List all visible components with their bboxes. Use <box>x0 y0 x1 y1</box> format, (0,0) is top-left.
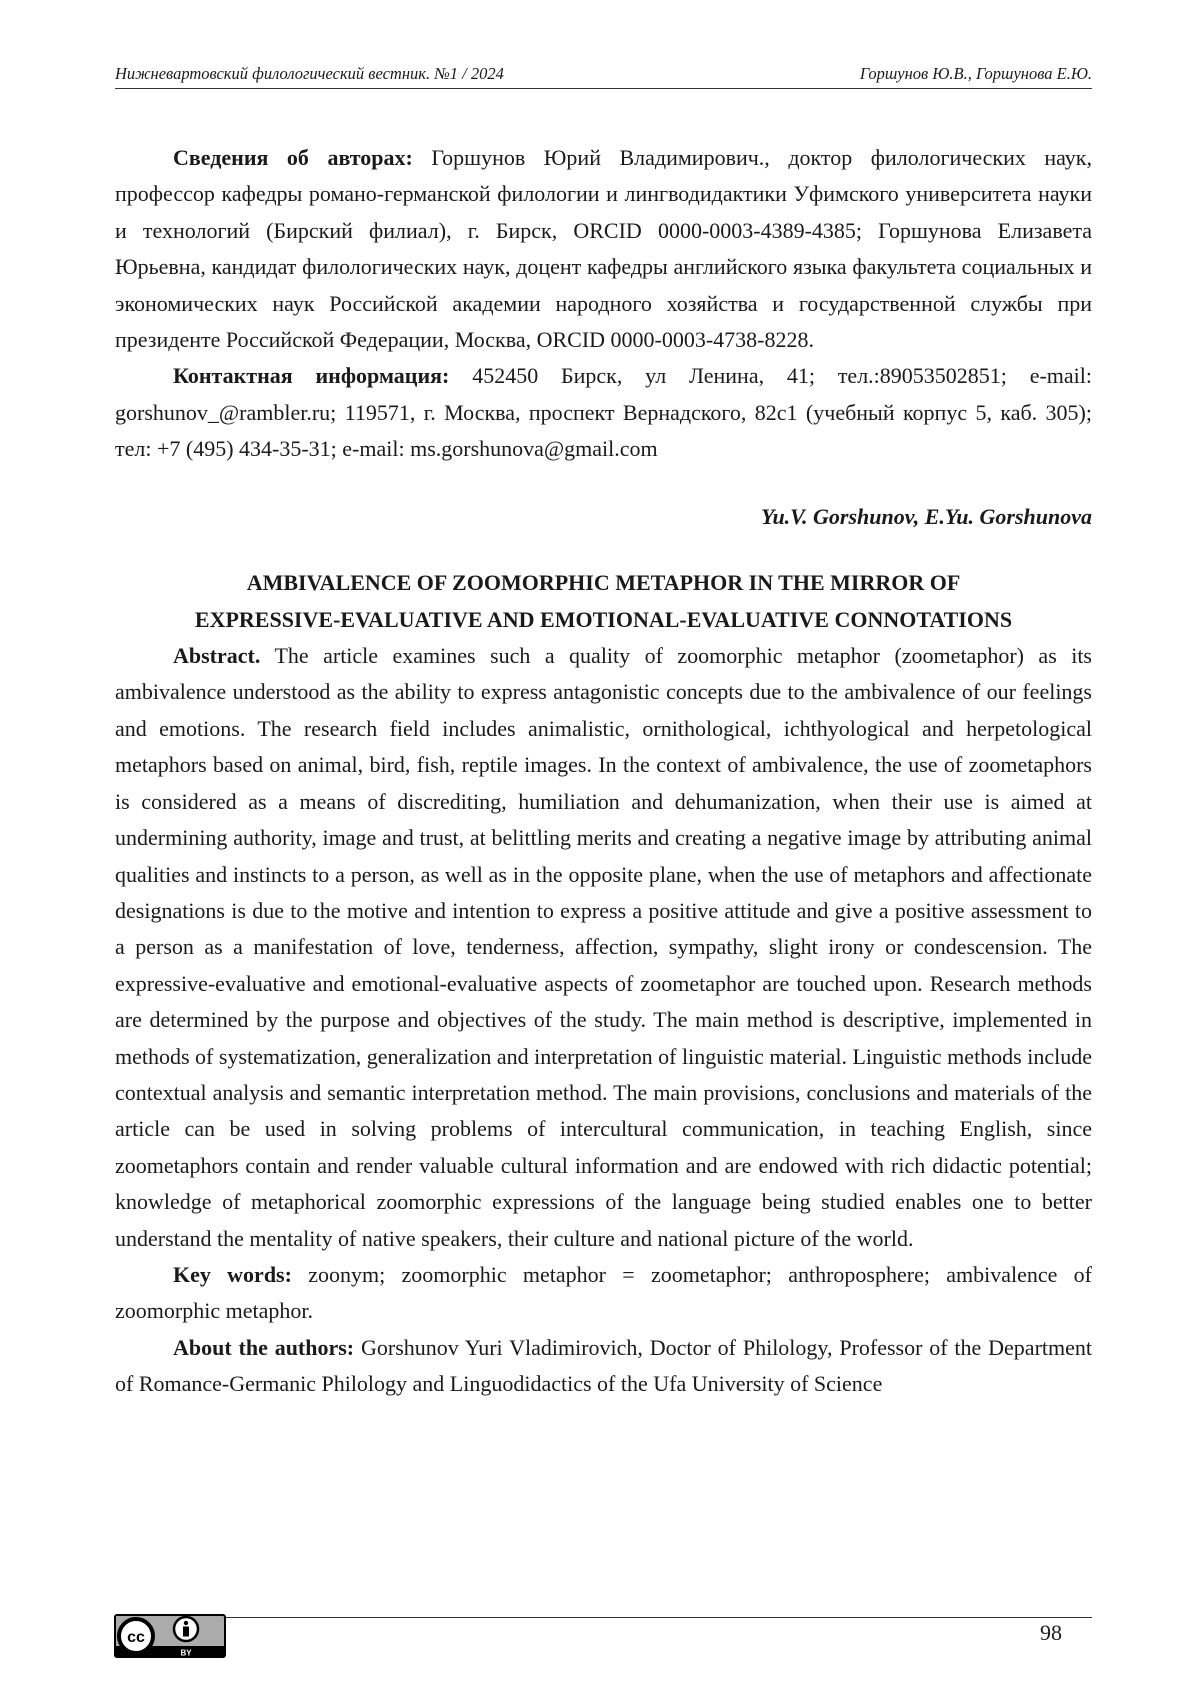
authors-info-ru-label: Сведения об авторах: <box>173 145 413 170</box>
authors-info-en-label: About the authors: <box>173 1334 355 1360</box>
page-content <box>115 140 1092 1403</box>
abstract-label: Abstract. <box>173 643 261 669</box>
cc-by-text: BY <box>180 1648 192 1658</box>
abstract-text: The article examines such a quality of zoomorphic metaphor (zoometaphor) as its ambivalence understood as the ability to express antagonistic concepts due to the ambivalence of our feelings and emotions. The research field includes animalistic, ornithological, ichthyological and herpetological metaphors based on animal, bird, fish, reptile images. In the context of ambivalence, the use of zoometaphors is considered as a means of discrediting, humiliation and dehumanization, when their use is aimed at undermining authority, image and trust, at belittling merits and creating a negative image by attributing animal qualities and instincts to a person, as well as in the opposite plane, when the use of metaphors and affectionate designations is due to the motive and intention to express a positive attitude and give a positive assessment to a person as a manifestation of love, tenderness, affection, sympathy, slight irony or condescension. The expressive-evaluative and emotional-evaluative aspects of zoometaphor are touched upon. Research methods are determined by the purpose and objectives of the study. The main method is descriptive, implemented in methods of systematization, generalization and interpretation of linguistic material. Linguistic methods include contextual analysis and semantic interpretation method. The main provisions, conclusions and materials of the article can be used in solving problems of intercultural communication, in teaching English, since zoometaphors contain and render valuable cultural information and are endowed with rich didactic potential; knowledge of metaphorical zoomorphic expressions of the language being studied enables one to better understand the mentality of native speakers, their culture and national picture of the world. <box>115 643 1092 1251</box>
running-header <box>115 62 1092 89</box>
article-title-line-1: AMBIVALENCE OF ZOOMORPHIC METAPHOR IN THE MIRROR OF <box>246 570 961 596</box>
article-title <box>115 564 1092 638</box>
article-title-line-2: EXPRESSIVE-EVALUATIVE AND EMOTIONAL-EVALUATIVE CONNOTATIONS <box>194 607 1013 633</box>
svg-text:cc: cc <box>127 1629 145 1646</box>
authors-info-ru <box>115 140 1092 358</box>
contact-info-ru-label: Контактная информация: <box>173 363 450 389</box>
footer-rule <box>115 1617 1092 1618</box>
author-byline: Yu.V. Gorshunov, E.Yu. Gorshunova <box>761 503 1092 529</box>
keywords-label: Key words: <box>173 1261 292 1287</box>
authors-info-en-text: Gorshunov Yuri Vladimirovich, Doctor of Philology, Professor of the Department of Romance-Germanic Philology and Linguodidactics of the Ufa University of Science <box>115 1334 1092 1397</box>
contact-info-ru-text: 452450 Бирск, ул Ленина, 41; тел.:89053502851; e-mail: gorshunov_@rambler.ru; 119571, г. Москва, проспект Вернадского, 82с1 (учебный корпус 5, каб. 305); тел: +7 (495) 434-35-31; e-mail: ms.gorshunova@gmail.com <box>115 363 1093 462</box>
contact-info-ru <box>115 358 1092 467</box>
keywords-text: zoonym; zoomorphic metaphor = zoometaphor; anthroposphere; ambivalence of zoomorphic metaphor. <box>115 1261 1093 1324</box>
authors-info-en <box>115 1330 1092 1403</box>
keywords <box>115 1257 1092 1330</box>
page-number: 98 <box>1040 1620 1062 1645</box>
abstract <box>115 638 1092 1257</box>
header-authors: Горшунов Ю.В., Горшунова Е.Ю. <box>859 64 1092 83</box>
journal-title: Нижневартовский филологический вестник. №1 / 2024 <box>115 64 504 83</box>
authors-info-ru-text: Горшунов Юрий Владимирович., доктор филологических наук, профессор кафедры романо-германской филологии и лингводидактики Уфимского университета науки и технологий (Бирский филиал), г. Бирск, ORCID 0000-0003-4389-4385; Горшунова Елизавета Юрьевна, кандидат филологических наук, доцент кафедры английского языка факультета социальных и экономических наук Российской академии народного хозяйства и государственной службы при президенте Российской Федерации, Москва, ORCID 0000-0003-4738-8228. <box>115 145 1092 353</box>
cc-by-license-icon[interactable] <box>114 1614 226 1658</box>
